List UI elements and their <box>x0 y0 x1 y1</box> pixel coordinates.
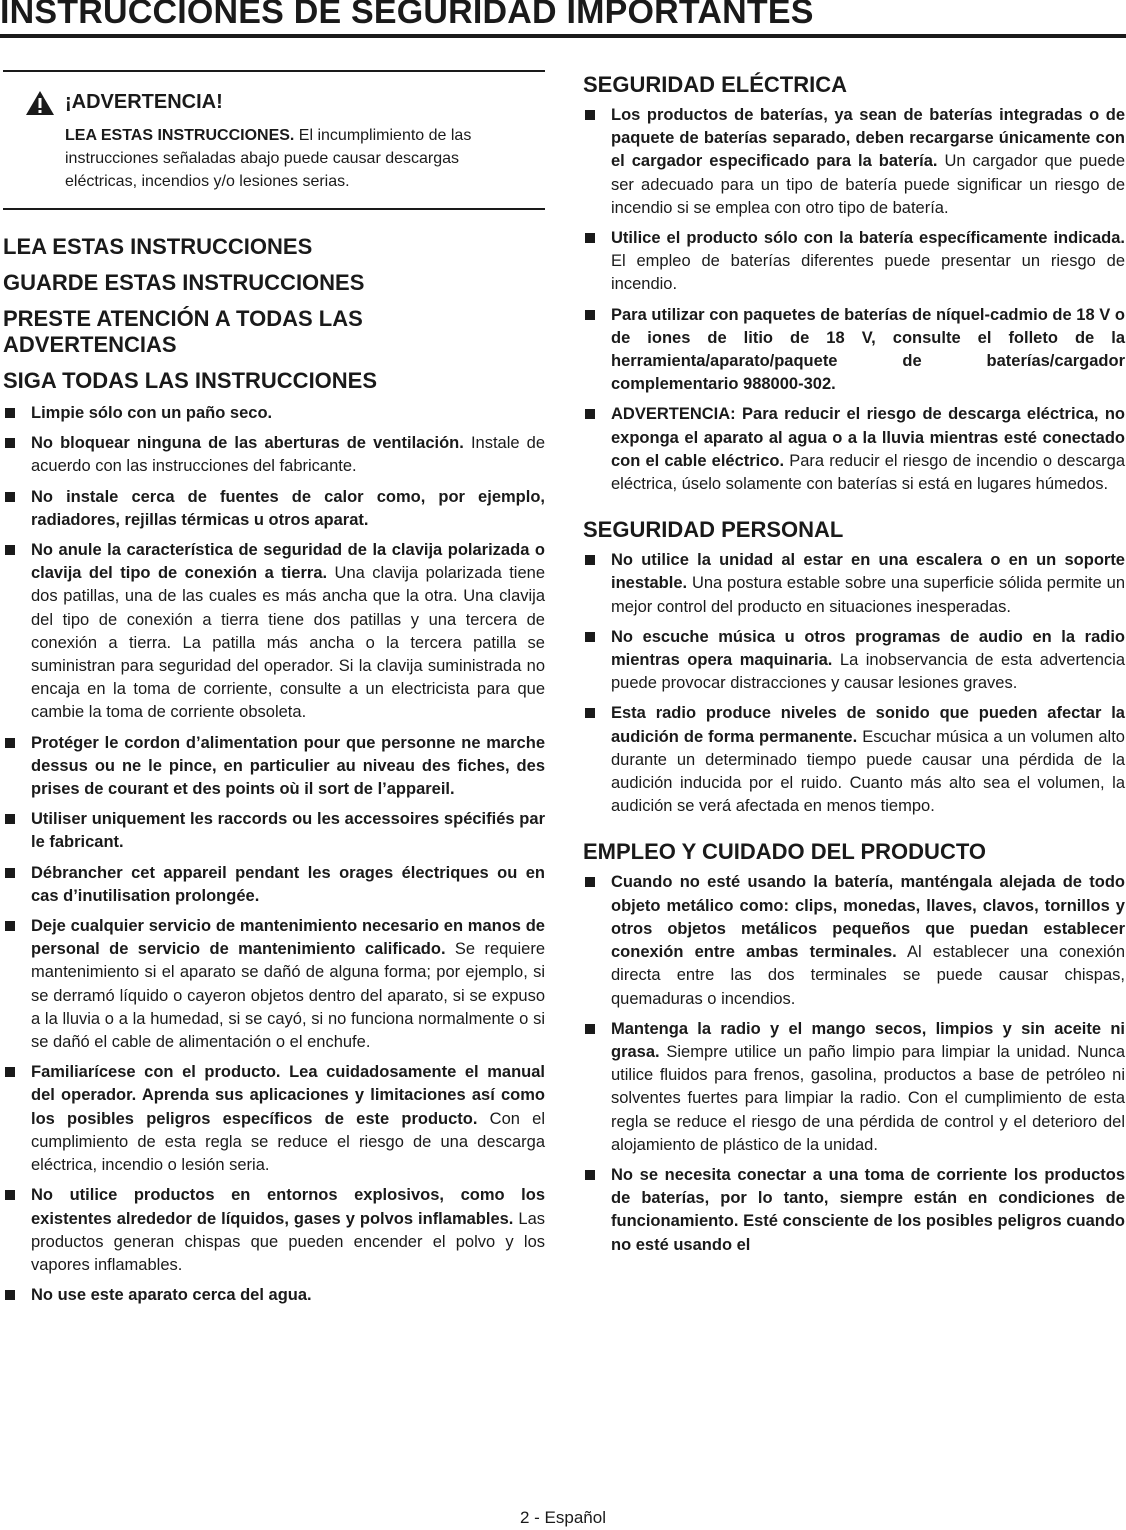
list-item: No se necesita conectar a una toma de corriente los productos de baterías, por lo tanto, siempre están en condiciones de funcionamiento. Esté consciente de los posibles peligros cuando no esté usando el <box>583 1164 1125 1257</box>
bullet <box>585 877 595 887</box>
title-rule <box>0 34 1126 38</box>
list-item: No escuche música u otros programas de audio en la radio mientras opera maquinaria. La inobservancia de esta advertencia puede provocar distracciones y causar lesiones graves. <box>583 626 1125 696</box>
bullet <box>585 708 595 718</box>
bullet <box>585 632 595 642</box>
warning-bold: LEA ESTAS INSTRUCCIONES. <box>65 127 295 144</box>
list-item: Familiarícese con el producto. Lea cuidadosamente el manual del operador. Aprenda sus aplicaciones y limitaciones así como los posibles peligros específicos de este producto. Con el cumplimiento de esta regla se reduce el riesgo de una descarga eléctrica, incendio o lesión seria. <box>3 1061 545 1177</box>
bullet <box>5 738 15 748</box>
bullet <box>5 408 15 418</box>
bullet <box>5 921 15 931</box>
bullet <box>585 110 595 120</box>
list-item: No utilice productos en entornos explosivos, como los existentes alrededor de líquidos, gases y polvos inflamables. Las productos generan chispas que pueden encender el polvo y los vapores inflamables. <box>3 1184 545 1277</box>
list-item: Deje cualquier servicio de mantenimiento necesario en manos de personal de servicio de mantenimiento calificado. Se requiere mantenimiento si el aparato se dañó de alguna forma; por ejemplo, si se derramó líquido o cayeron objetos dentro del aparato, si se expuso a la lluvia o a la humedad, si se cayó, si no funciona normalmente o si se dañó el cable de alimentación o el enchufe. <box>3 915 545 1054</box>
bullet <box>5 868 15 878</box>
page-title: INSTRUCCIONES DE SEGURIDAD IMPORTANTES <box>0 0 814 31</box>
left-column <box>3 70 545 1314</box>
heading-heed: PRESTE ATENCIÓN A TODAS LAS ADVERTENCIAS <box>3 306 363 357</box>
bullet <box>5 1290 15 1300</box>
heading-read: LEA ESTAS INSTRUCCIONES <box>3 234 313 259</box>
list-item: No bloquear ninguna de las aberturas de ventilación. Instale de acuerdo con las instrucciones del fabricante. <box>3 432 545 478</box>
bullet <box>585 233 595 243</box>
bullet <box>5 438 15 448</box>
list-item: No use este aparato cerca del agua. <box>3 1284 545 1307</box>
list-item: Utiliser uniquement les raccords ou les accessoires spécifiés par le fabricant. <box>3 808 545 854</box>
list-item: Cuando no esté usando la batería, manténgala alejada de todo objeto metálico como: clips, monedas, llaves, clavos, tornillos y otros objetos metálicos pequeños que puedan establecer conexión entre ambas terminales. Al establecer una conexión directa entre las dos terminales se puede causar chispas, quemaduras o incendios. <box>583 871 1125 1010</box>
list-item: Esta radio produce niveles de sonido que pueden afectar la audición de forma permanente. Escuchar música a un volumen alto durante un determinado tiempo puede causar una pérdida de la audición inducida por el ruido. Cuanto más alto sea el volumen, la audición se verá afectada en menos tiempo. <box>583 702 1125 818</box>
list-item: Los productos de baterías, ya sean de baterías integradas o de paquete de baterías separado, deben recargarse únicamente con el cargador especificado para la batería. Un cargador que puede ser adecuado para un tipo de batería puede significar un riesgo de incendio si se emplea con otro tipo de batería. <box>583 104 1125 220</box>
bullet <box>585 1170 595 1180</box>
electrical-list <box>583 104 1125 496</box>
list-item: Para utilizar con paquetes de baterías de níquel-cadmio de 18 V o de iones de litio de 18 V, consulte el folleto de la herramienta/aparato/paquete de baterías/cargador complementario 988000-302. <box>583 304 1125 397</box>
bullet <box>5 545 15 555</box>
list-item: Protéger le cordon d’alimentation pour que personne ne marche dessus ou ne le pince, en particulier au niveau des fiches, des prises de courant et des points où il sort de l’appareil. <box>3 732 545 802</box>
warning-text <box>65 124 515 193</box>
bullet <box>5 1190 15 1200</box>
left-list <box>3 402 545 1307</box>
list-item: No anule la característica de seguridad de la clavija polarizada o clavija del tipo de conexión a tierra. Una clavija polarizada tiene dos patillas, una de las cuales es más ancha que la otra. Una clavija del tipo de conexión a tierra tiene dos patillas y una tercera de conexión a tierra. La patilla más ancha o la tercera patilla se suministran para seguridad del operador. Si la clavija suministrada no encaja en la toma de corriente, consulte a un electricista para que cambie la toma de corriente obsoleta. <box>3 539 545 725</box>
bullet <box>585 1024 595 1034</box>
list-item: No utilice la unidad al estar en una escalera o en un soporte inestable. Una postura estable sobre una superficie sólida permite un mejor control del producto en situaciones inesperadas. <box>583 549 1125 619</box>
warning-triangle-icon <box>25 90 55 116</box>
bullet <box>585 409 595 419</box>
bullet <box>5 814 15 824</box>
warning-heading: ¡ADVERTENCIA! <box>65 91 223 113</box>
list-item: Mantenga la radio y el mango secos, limpios y sin aceite ni grasa. Siempre utilice un paño limpio para limpiar la unidad. Nunca utilice fluidos para frenos, gasolina, productos a base de petróleo ni solventes fuertes para limpiar la radio. Con el cumplimiento de esta regla se reduce el riesgo de una pérdida de control y el deterioro del alojamiento de plástico de la unidad. <box>583 1018 1125 1157</box>
personal-list <box>583 549 1125 818</box>
right-column <box>583 72 1125 1264</box>
list-item: Limpie sólo con un paño seco. <box>3 402 545 425</box>
section-heading-personal: SEGURIDAD PERSONAL <box>583 517 844 543</box>
heading-follow: SIGA TODAS LAS INSTRUCCIONES <box>3 368 378 393</box>
section-heading-product-care: EMPLEO Y CUIDADO DEL PRODUCTO <box>583 839 986 865</box>
list-item: Débrancher cet appareil pendant les orages électriques ou en cas d’inutilisation prolongée. <box>3 862 545 908</box>
bullet <box>585 310 595 320</box>
page-footer: 2 - Español <box>520 1508 606 1527</box>
section-heading-electrical: SEGURIDAD ELÉCTRICA <box>583 72 848 97</box>
warning-box <box>3 70 545 210</box>
list-item: Utilice el producto sólo con la batería específicamente indicada. El empleo de baterías diferentes puede presentar un riesgo de incendio. <box>583 227 1125 297</box>
heading-keep: GUARDE ESTAS INSTRUCCIONES <box>3 270 365 295</box>
list-item: No instale cerca de fuentes de calor como, por ejemplo, radiadores, rejillas térmicas u otros aparat. <box>3 486 545 532</box>
bullet <box>585 555 595 565</box>
bullet <box>5 492 15 502</box>
warning-body: El incumplimiento de las instrucciones señaladas abajo puede causar descargas eléctricas, incendios y/o lesiones serias. <box>65 127 472 190</box>
product-care-list <box>583 871 1125 1256</box>
list-item: ADVERTENCIA: Para reducir el riesgo de descarga eléctrica, no exponga el aparato al agua o a la lluvia mientras esté conectado con el cable eléctrico. Para reducir el riesgo de incendio o descarga eléctrica, úselo solamente con baterías si está en lugares húmedos. <box>583 403 1125 496</box>
bullet <box>5 1067 15 1077</box>
